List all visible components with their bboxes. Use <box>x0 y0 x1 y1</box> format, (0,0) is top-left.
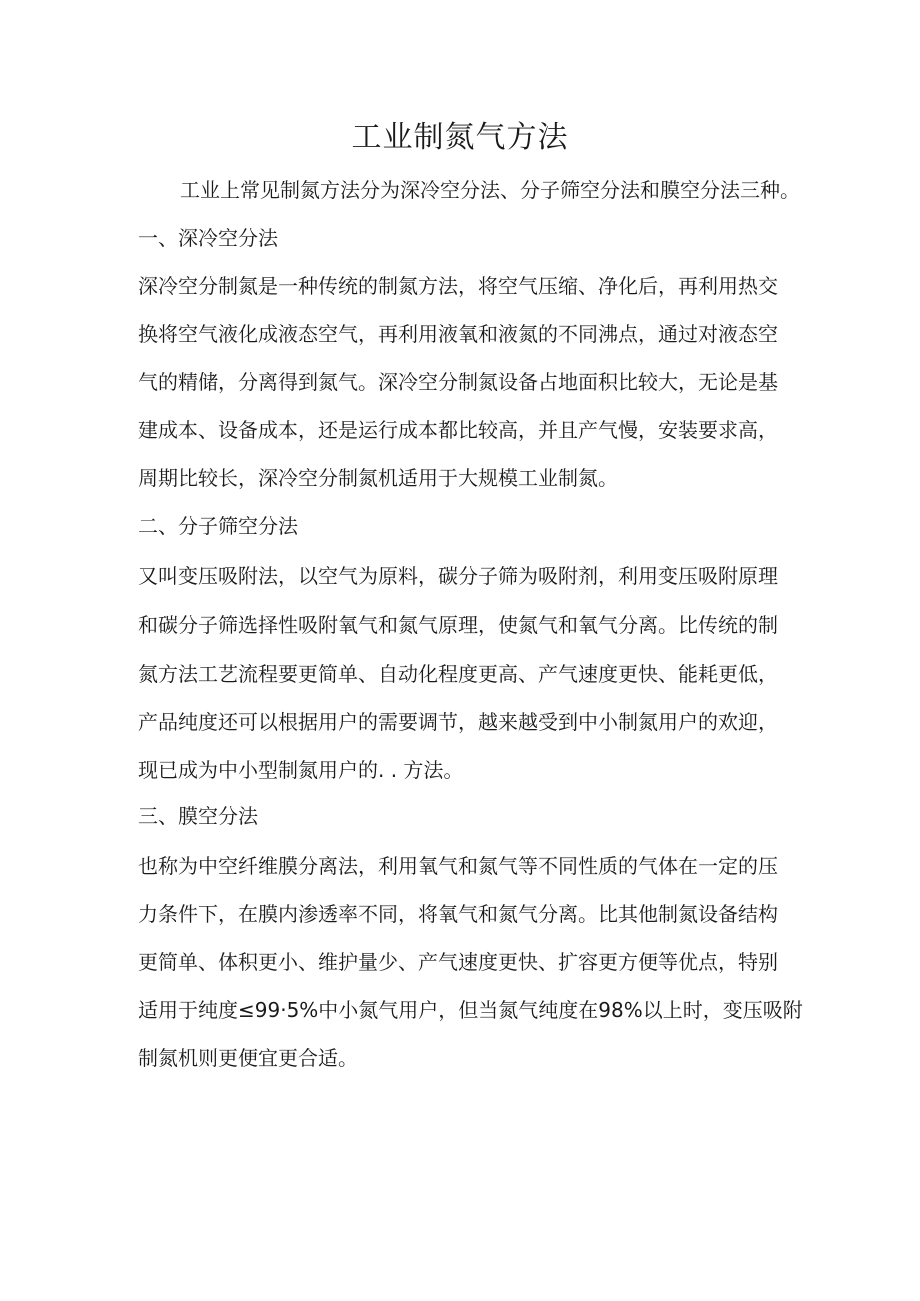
section2-line: 和碳分子筛选择性吸附氧气和氮气原理，使氮气和氧气分离。比传统的制 <box>138 613 778 637</box>
section2-line: 又叫变压吸附法，以空气为原料，碳分子筛为吸附剂，利用变压吸附原理 <box>138 564 778 588</box>
section2-line: 现已成为中小型制氮用户的. . 方法。 <box>138 758 464 782</box>
section-heading-cryogenic: 一、深冷空分法 <box>138 226 278 250</box>
section3-line: 更简单、体积更小、维护量少、产气速度更快、扩容更方便等优点，特别 <box>138 950 778 974</box>
section2-line: 氮方法工艺流程要更简单、自动化程度更高、产气速度更快、能耗更低， <box>138 662 778 686</box>
section2-line: 产品纯度还可以根据用户的需要调节，越来越受到中小制氮用户的欢迎， <box>138 710 778 734</box>
section3-line: 适用于纯度≤99·5%中小氮气用户，但当氮气纯度在98%以上时，变压吸附 <box>138 998 803 1022</box>
section-heading-membrane: 三、膜空分法 <box>138 804 258 828</box>
section1-line: 换将空气液化成液态空气，再利用液氧和液氮的不同沸点，通过对液态空 <box>138 322 778 346</box>
section3-line: 制氮机则更便宜更合适。 <box>138 1046 358 1070</box>
section3-line: 也称为中空纤维膜分离法，利用氧气和氮气等不同性质的气体在一定的压 <box>138 854 778 878</box>
section1-line: 周期比较长，深冷空分制氮机适用于大规模工业制氮。 <box>138 466 618 490</box>
section1-line: 建成本、设备成本，还是运行成本都比较高，并且产气慢，安装要求高， <box>138 418 778 442</box>
document-title: 工业制氮气方法 <box>351 120 569 155</box>
section1-line: 深冷空分制氮是一种传统的制氮方法，将空气压缩、净化后，再利用热交 <box>138 274 778 298</box>
intro-paragraph: 工业上常见制氮方法分为深冷空分法、分子筛空分法和膜空分法三种。 <box>180 178 800 202</box>
section3-line: 力条件下，在膜内渗透率不同，将氧气和氮气分离。比其他制氮设备结构 <box>138 902 778 926</box>
section-heading-molecular-sieve: 二、分子筛空分法 <box>138 514 298 538</box>
section1-line: 气的精储，分离得到氮气。深冷空分制氮设备占地面积比较大，无论是基 <box>138 370 778 394</box>
